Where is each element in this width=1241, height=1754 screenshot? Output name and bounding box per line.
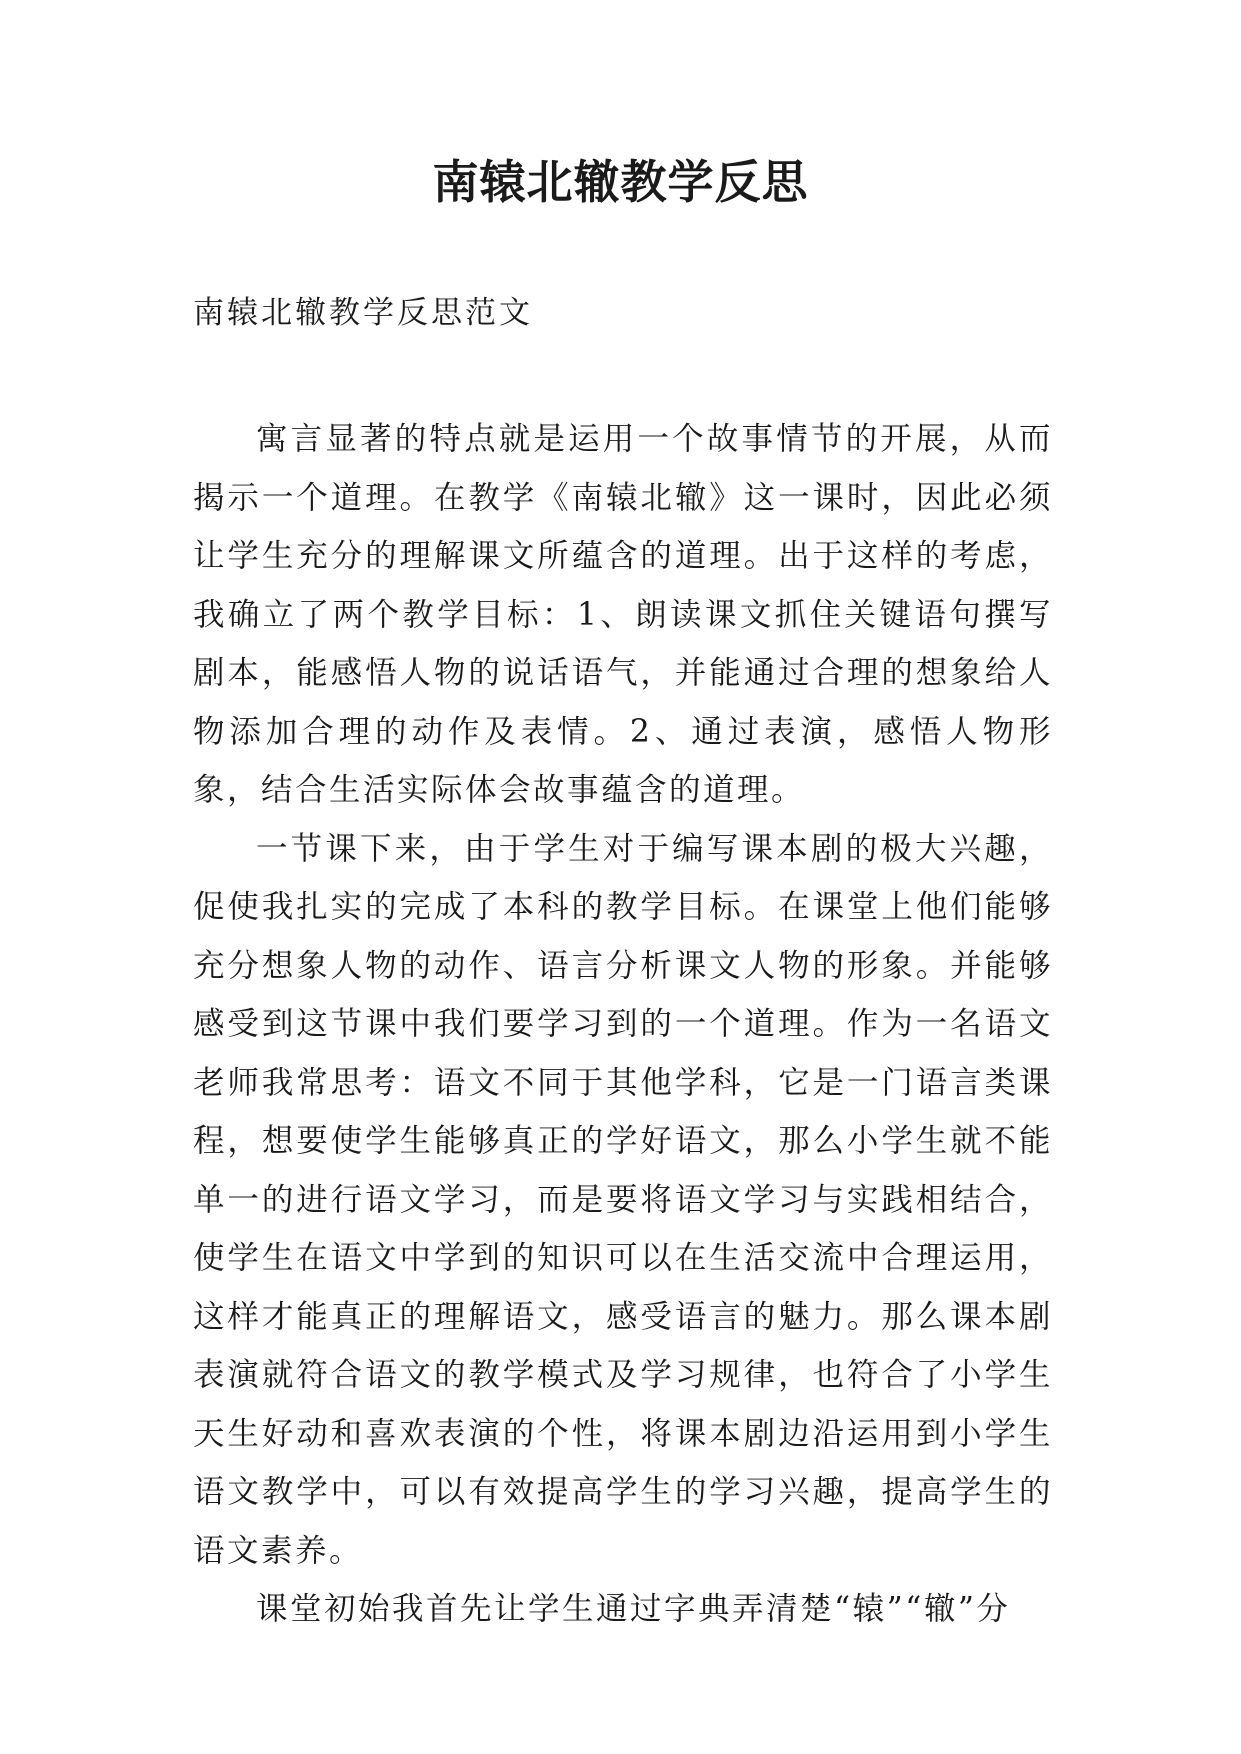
document-body xyxy=(193,410,1053,1639)
body-paragraph: 课堂初始我首先让学生通过字典弄清楚“辕”“辙”分 xyxy=(256,1591,1011,1627)
document-title: 南辕北辙教学反思 xyxy=(432,155,809,209)
body-paragraph: 寓言显著的特点就是运用一个故事情节的开展，从而揭示一个道理。在教学《南辕北辙》这一课时，因此必须让学生充分的理解课文所蕴含的道理。出于这样的考虑，我确立了两个教学目标：1、朗读课文抓住关键语句撰写剧本，能感悟人物的说话语气，并能通过合理的想象给人物添加合理的动作及表情。2、通过表演，感悟人物形象，结合生活实际体会故事蕴含的道理。 xyxy=(193,421,1053,808)
body-paragraph: 一节课下来，由于学生对于编写课本剧的极大兴趣，促使我扎实的完成了本科的教学目标。在课堂上他们能够充分想象人物的动作、语言分析课文人物的形象。并能够感受到这节课中我们要学习到的一个道理。作为一名语文老师我常思考：语文不同于其他学科，它是一门语言类课程，想要使学生能够真正的学好语文，那么小学生就不能单一的进行语文学习，而是要将语文学习与实践相结合，使学生在语文中学到的知识可以在生活交流中合理运用，这样才能真正的理解语文，感受语言的魅力。那么课本剧表演就符合语文的教学模式及学习规律，也符合了小学生天生好动和喜欢表演的个性，将课本剧边沿运用到小学生语文教学中，可以有效提高学生的学习兴趣，提高学生的语文素养。 xyxy=(193,830,1053,1569)
document-subtitle: 南辕北辙教学反思范文 xyxy=(193,295,533,331)
